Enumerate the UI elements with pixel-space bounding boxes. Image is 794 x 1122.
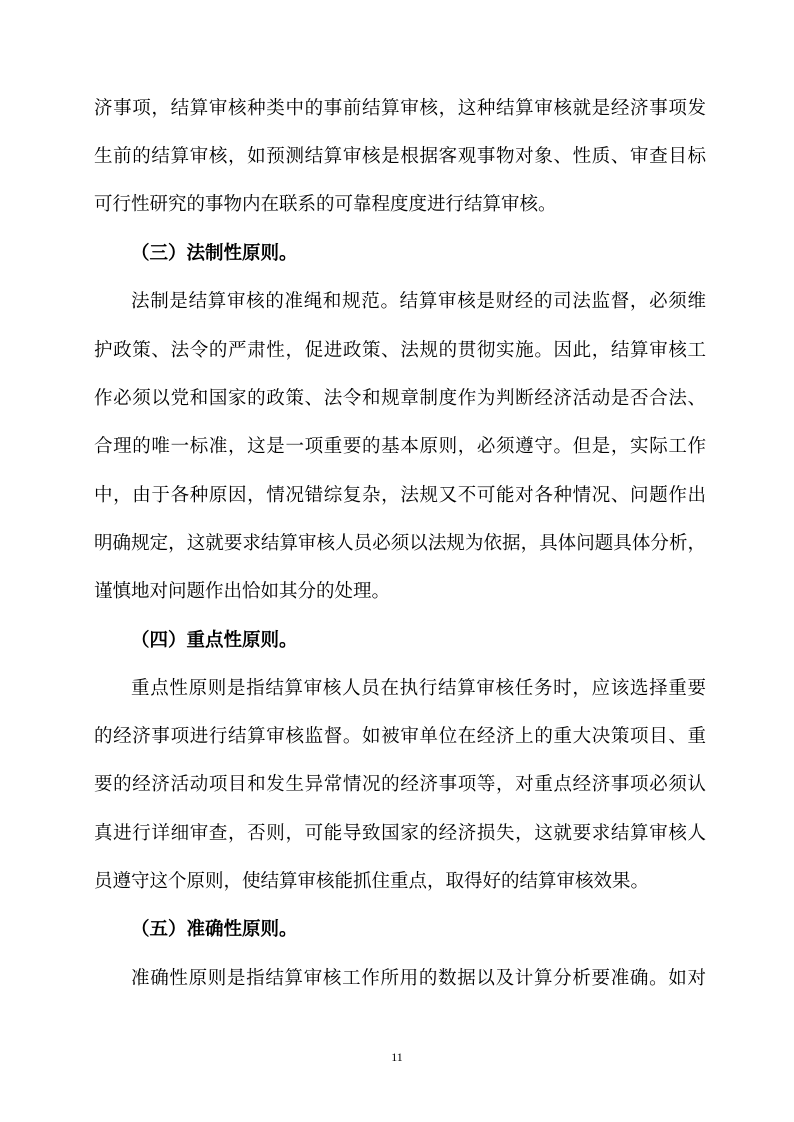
section-heading-5: （五）准确性原则。 bbox=[131, 919, 298, 940]
paragraph-line: 真进行详细审查，否则，可能导致国家的经济损失，这就要求结算审核人 bbox=[94, 823, 706, 844]
paragraph-line: 护政策、法令的严肃性，促进政策、法规的贯彻实施。因此，结算审核工 bbox=[94, 340, 706, 361]
section-heading-4: （四）重点性原则。 bbox=[131, 630, 298, 651]
paragraph-line: 准确性原则是指结算审核工作所用的数据以及计算分析要准确。如对 bbox=[131, 968, 706, 989]
paragraph-line: 济事项，结算审核种类中的事前结算审核，这种结算审核就是经济事项发 bbox=[94, 98, 706, 119]
page-number: 11 bbox=[391, 1050, 403, 1064]
section-heading-3: （三）法制性原则。 bbox=[131, 243, 298, 264]
paragraph-line: 的经济事项进行结算审核监督。如被审单位在经济上的重大决策项目、重 bbox=[94, 726, 706, 747]
paragraph-line: 法制是结算审核的准绳和规范。结算审核是财经的司法监督，必须维 bbox=[131, 291, 706, 312]
paragraph-line: 要的经济活动项目和发生异常情况的经济事项等，对重点经济事项必须认 bbox=[94, 774, 706, 795]
paragraph-line: 员遵守这个原则，使结算审核能抓住重点，取得好的结算审核效果。 bbox=[94, 871, 650, 892]
paragraph-line: 合理的唯一标准，这是一项重要的基本原则，必须遵守。但是，实际工作 bbox=[94, 436, 706, 457]
paragraph-line: 明确规定，这就要求结算审核人员必须以法规为依据，具体问题具体分析， bbox=[94, 533, 706, 554]
paragraph-line: 可行性研究的事物内在联系的可靠程度度进行结算审核。 bbox=[94, 194, 557, 215]
paragraph-line: 生前的结算审核，如预测结算审核是根据客观事物对象、性质、审查目标 bbox=[94, 146, 706, 167]
paragraph-line: 作必须以党和国家的政策、法令和规章制度作为判断经济活动是否合法、 bbox=[94, 388, 706, 409]
paragraph-line: 谨慎地对问题作出恰如其分的处理。 bbox=[94, 581, 391, 602]
paragraph-line: 中，由于各种原因，情况错综复杂，法规又不可能对各种情况、问题作出 bbox=[94, 485, 706, 506]
paragraph-line: 重点性原则是指结算审核人员在执行结算审核任务时，应该选择重要 bbox=[131, 678, 706, 699]
